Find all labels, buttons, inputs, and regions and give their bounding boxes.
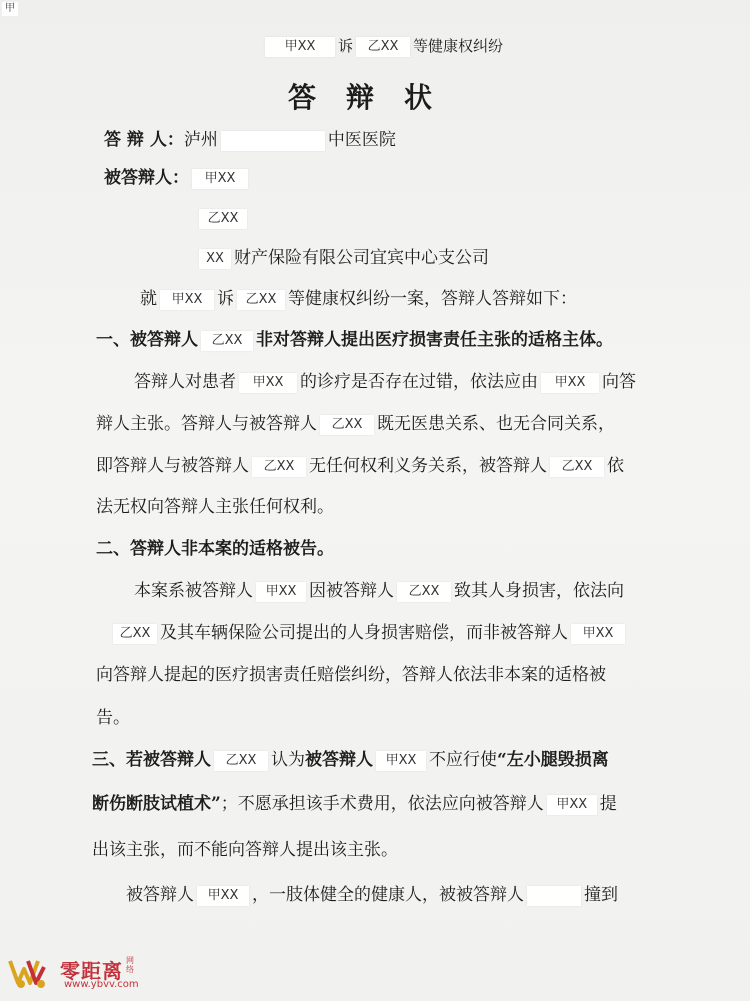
document-title: 答辩状: [287, 81, 462, 114]
intro-t1: 就: [140, 289, 157, 309]
appellee-b-mask: 乙XX: [199, 209, 247, 229]
respondent-mask: [221, 131, 325, 151]
respondent-city: 泸州: [183, 130, 218, 150]
s1-l3c: 依: [607, 456, 624, 476]
s1-l1a: 答辩人对患者: [134, 372, 236, 392]
s3-line3: 出该主张，而不能向答辩人提出该主张。: [92, 840, 398, 860]
su-text: 诉: [338, 37, 354, 55]
intro-su: 诉: [217, 289, 234, 309]
header-rest: 等健康权纠纷: [413, 37, 504, 55]
intro-line: [140, 287, 577, 311]
s1-line2: [96, 412, 615, 436]
last-mask2: [527, 886, 581, 906]
s3-l2a: 断伤断肢试植术”: [92, 794, 221, 814]
appellee-label: 被答辩人：: [104, 168, 189, 188]
respondent-label: 答 辩 人：: [104, 130, 184, 150]
case-header: [262, 34, 503, 58]
s1-h1: 一、被答辩人: [96, 330, 198, 350]
respondent-line: [104, 128, 396, 152]
party-a-mask: 甲XX: [265, 37, 335, 57]
respondent-hospital: 中医医院: [327, 130, 396, 150]
s2-l2-mask1: 乙XX: [113, 624, 157, 644]
intro-b-mask: 乙XX: [237, 290, 285, 310]
yb-logo-icon: [8, 957, 54, 989]
s1-l1-mask2: 甲XX: [541, 373, 599, 393]
s1-h-mask: 乙XX: [201, 331, 253, 351]
appellee-line-c: [196, 246, 489, 270]
s3-l1c: 被答辩人: [305, 750, 373, 770]
last-mask1: 甲XX: [197, 886, 249, 906]
s1-l2b: 既无医患关系、也无合同关系，: [377, 414, 615, 434]
party-b-mask: 乙XX: [356, 37, 410, 57]
s2-l1a: 本案系被答辩人: [134, 581, 253, 601]
s2-line3: 向答辩人提起的医疗损害责任赔偿纠纷，答辩人依法非本案的适格被: [96, 665, 606, 685]
s2-l2a: 及其车辆保险公司提出的人身损害赔偿，而非被答辩人: [160, 623, 568, 643]
last-b: ，一肢体健全的健康人，被被答辩人: [252, 885, 524, 905]
appellee-line-a: [104, 166, 251, 190]
s3-line1: [92, 748, 609, 772]
s3-l2c: 提: [599, 794, 617, 814]
s3-l1-mask2: 甲XX: [376, 751, 426, 771]
s2-l2-mask2: 甲XX: [571, 624, 625, 644]
last-c: 撞到: [584, 885, 618, 905]
s2-line2: [110, 621, 628, 645]
s1-l2a: 辩人主张。答辩人与被答辩人: [96, 414, 317, 434]
s3-l1d: 不应行使: [429, 750, 497, 770]
s3-l1a: 三、若被答辩人: [92, 750, 211, 770]
s1-l2-mask: 乙XX: [320, 415, 374, 435]
s1-heading: [96, 328, 613, 352]
s1-h2: 非对答辩人提出医疗损害责任主张的适格主体。: [256, 330, 613, 350]
s2-l1-mask2: 乙XX: [397, 582, 451, 602]
s2-l1b: 因被答辩人: [309, 581, 394, 601]
watermark-tag: 网络: [126, 956, 134, 974]
s3-l2-mask: 甲XX: [547, 795, 597, 815]
s3-l2b: ；不愿承担该手术费用，依法应向被答辩人: [220, 794, 544, 814]
s3-l1e: “左小腿毁损离: [497, 750, 609, 770]
watermark-name: 零距离: [60, 959, 123, 983]
s1-l3-mask1: 乙XX: [252, 457, 306, 477]
s3-l1b: 认为: [271, 750, 305, 770]
watermark-url: www.ybvv.com: [64, 979, 139, 990]
last-a: 被答辩人: [126, 885, 194, 905]
s2-line1: [134, 579, 624, 603]
appellee-c-text: 财产保险有限公司宜宾中心支公司: [234, 248, 489, 268]
watermark-logo: [8, 953, 208, 993]
s3-l1-mask1: 乙XX: [214, 751, 268, 771]
s2-l1-mask1: 甲XX: [256, 582, 306, 602]
last-line: [126, 883, 618, 907]
appellee-c-mask: XX: [199, 249, 231, 269]
s1-l3a: 即答辩人与被答辩人: [96, 456, 249, 476]
s2-heading: 二、答辩人非本案的适格被告。: [96, 539, 334, 559]
s2-l1c: 致其人身损害，依法向: [454, 581, 624, 601]
intro-t2: 等健康权纠纷一案，答辩人答辩如下：: [288, 289, 577, 309]
corner-mark: 甲: [2, 2, 18, 16]
s1-line1: [134, 370, 636, 394]
s3-line2: [92, 792, 617, 816]
appellee-line-b: [196, 206, 250, 230]
s1-l1-mask1: 甲XX: [239, 373, 297, 393]
s1-l3-mask2: 乙XX: [550, 457, 604, 477]
appellee-a-mask: 甲XX: [192, 169, 248, 189]
s2-line4: 告。: [96, 708, 130, 728]
s1-line4: 法无权向答辩人主张任何权利。: [96, 497, 334, 517]
s1-line3: [96, 454, 624, 478]
s1-l1c: 向答: [602, 372, 636, 392]
s1-l1b: 的诊疗是否存在过错，依法应由: [300, 372, 538, 392]
s1-l3b: 无任何权利义务关系，被答辩人: [309, 456, 547, 476]
intro-a-mask: 甲XX: [160, 290, 214, 310]
